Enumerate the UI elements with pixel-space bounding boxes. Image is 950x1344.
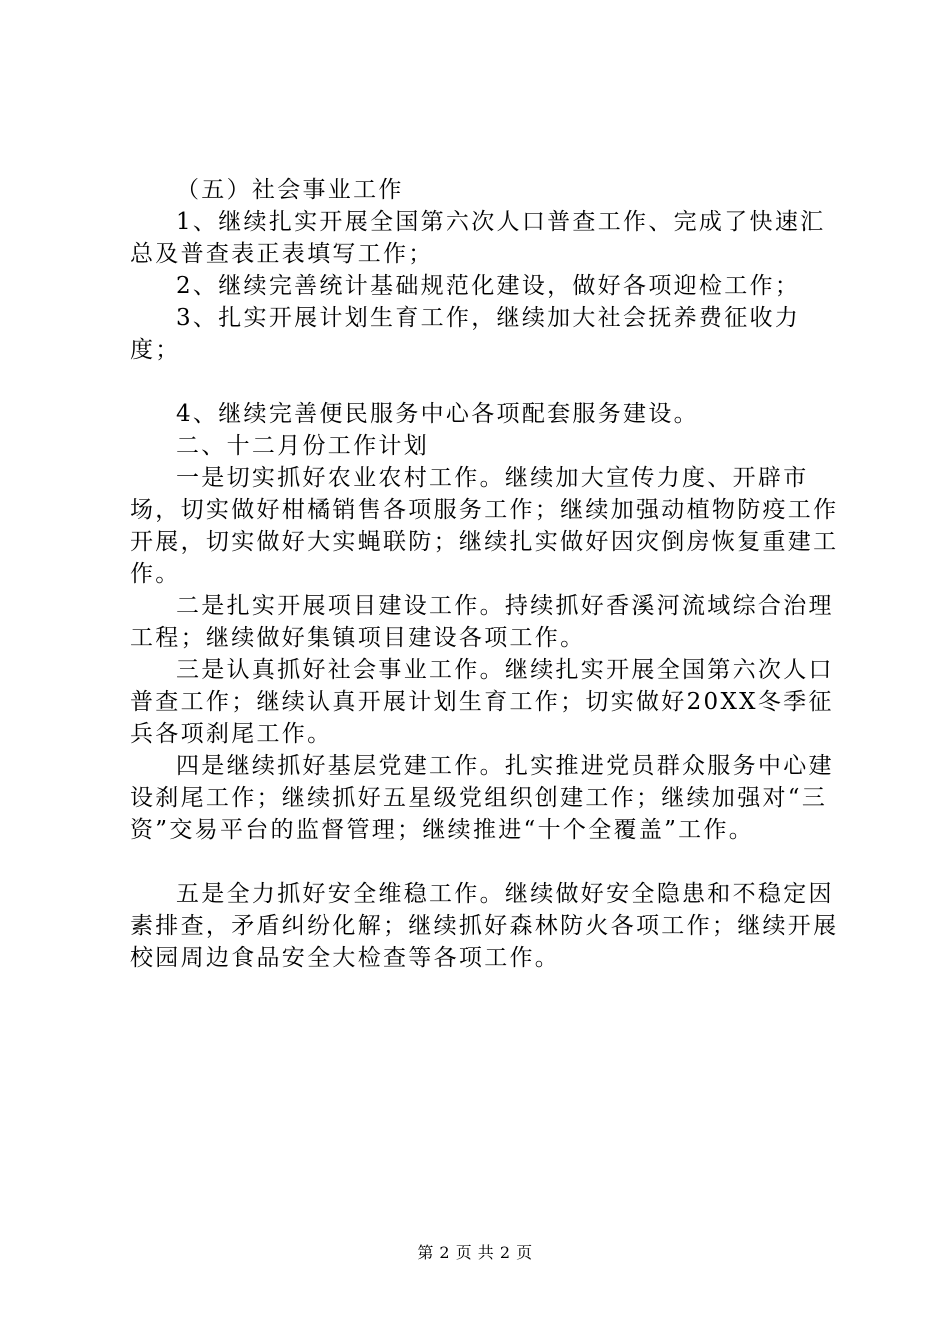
list-item-4: 4、继续完善便民服务中心各项配套服务建设。 [176, 401, 699, 427]
list-item-3: 3、扎实开展计划生育工作，继续加大社会抚养费征收力度； [130, 305, 801, 363]
section-heading-december-plan: 二、十二月份工作计划 [176, 433, 429, 459]
plan-item-3: 三是认真抓好社会事业工作。继续扎实开展全国第六次人口普查工作；继续认真开展计划生育工作；切实做好20XX冬季征兵各项刹尾工作。 [130, 657, 834, 747]
plan-item-1: 一是切实抓好农业农村工作。继续加大宣传力度、开辟市场，切实做好柑橘销售各项服务工作；继续加强动植物防疫工作开展，切实做好大实蝇联防；继续扎实做好因灾倒房恢复重建工作。 [130, 465, 839, 587]
document-body [130, 174, 850, 974]
plan-item-5: 五是全力抓好安全维稳工作。继续做好安全隐患和不稳定因素排查，矛盾纠纷化解；继续抓好森林防火各项工作；继续开展校园周边食品安全大检查等各项工作。 [130, 881, 839, 971]
plan-item-4: 四是继续抓好基层党建工作。扎实推进党员群众服务中心建设刹尾工作；继续抓好五星级党组织创建工作；继续加强对“三资”交易平台的监督管理；继续推进“十个全覆盖”工作。 [130, 753, 834, 843]
list-item-1: 1、继续扎实开展全国第六次人口普查工作、完成了快速汇总及普查表正表填写工作； [130, 209, 826, 267]
list-item-2: 2、继续完善统计基础规范化建设，做好各项迎检工作； [176, 273, 801, 299]
section-heading-social-affairs: （五）社会事业工作 [176, 177, 404, 203]
plan-item-2: 二是扎实开展项目建设工作。持续抓好香溪河流域综合治理工程；继续做好集镇项目建设各项工作。 [130, 593, 834, 651]
page-footer: 第 2 页 共 2 页 [417, 1243, 533, 1262]
